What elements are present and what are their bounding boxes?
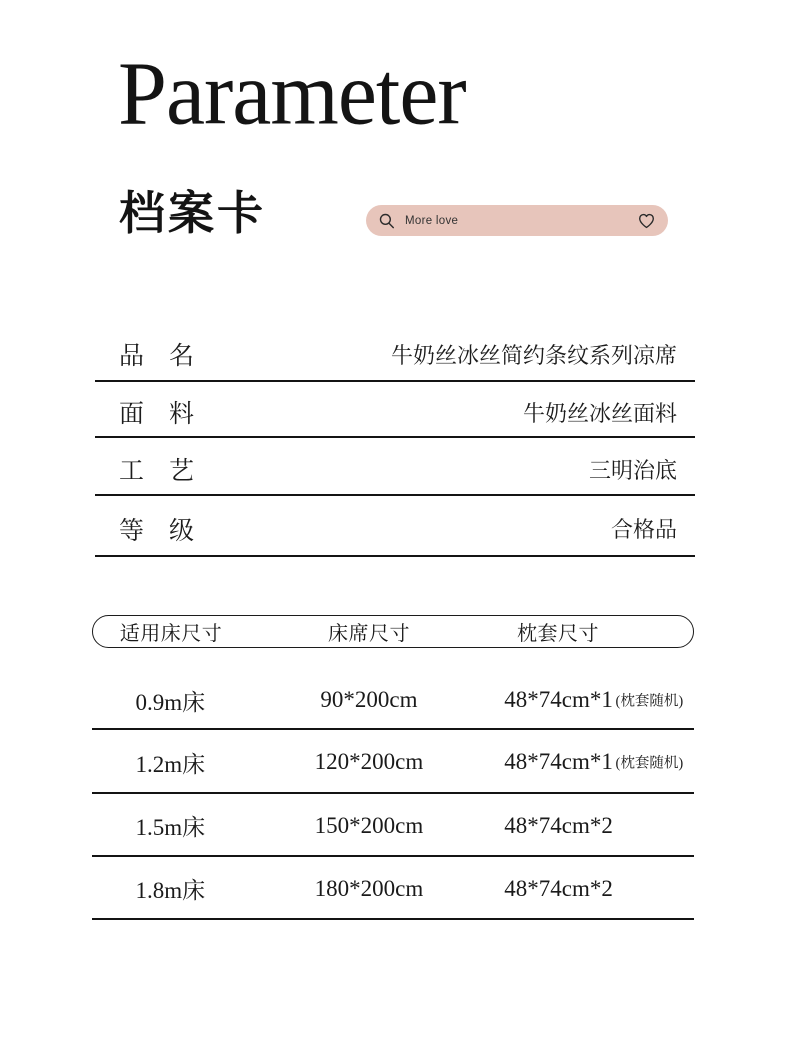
spec-value: 牛奶丝冰丝简约条纹系列凉席 — [390, 342, 677, 368]
search-pill — [366, 205, 668, 236]
mat-size: 150*200cm — [314, 812, 424, 838]
pillow-size — [489, 687, 684, 713]
pillow-size-value: 48*74cm*2 — [504, 812, 613, 838]
heart-icon — [638, 213, 655, 229]
table-row — [95, 496, 695, 557]
spec-label: 等 级 — [119, 517, 195, 545]
page-title: Parameter — [118, 44, 466, 144]
table-row — [92, 857, 694, 920]
spec-value: 合格品 — [610, 517, 677, 542]
table-row — [95, 322, 695, 382]
bed-size: 1.2m床 — [135, 751, 206, 777]
spec-label: 面 料 — [119, 401, 195, 428]
bed-size: 0.9m床 — [135, 689, 206, 715]
size-table-body — [92, 670, 694, 920]
pillow-size — [489, 813, 627, 839]
column-header-bed: 适用床尺寸 — [119, 623, 223, 645]
pillow-note: (枕套随机) — [615, 693, 684, 710]
spec-label: 工 艺 — [119, 458, 195, 485]
mat-size: 180*200cm — [314, 875, 424, 901]
column-header-mat: 床席尺寸 — [328, 623, 410, 645]
table-row — [95, 438, 695, 496]
pillow-size — [489, 876, 627, 902]
spec-value: 三明治底 — [588, 457, 677, 483]
pillow-size — [489, 749, 684, 775]
spec-label: 品 名 — [119, 343, 195, 370]
pillow-size-value: 48*74cm*2 — [504, 875, 613, 901]
bed-size: 1.5m床 — [135, 815, 206, 840]
bed-size: 1.8m床 — [135, 878, 206, 903]
column-header-pillow: 枕套尺寸 — [517, 623, 599, 645]
table-row — [92, 730, 694, 794]
search-pill-label: More love — [405, 214, 459, 227]
table-row — [95, 382, 695, 438]
search-icon — [379, 213, 395, 229]
size-table-header — [92, 615, 694, 648]
table-row — [92, 794, 694, 857]
pillow-size-value: 48*74cm*1 — [504, 749, 613, 774]
spec-value: 牛奶丝冰丝面料 — [522, 400, 677, 426]
mat-size: 120*200cm — [314, 749, 424, 774]
pillow-note: (枕套随机) — [615, 755, 684, 772]
card-subtitle: 档案卡 — [119, 188, 266, 239]
mat-size: 90*200cm — [320, 687, 418, 712]
size-table — [92, 615, 694, 920]
pillow-size-value: 48*74cm*1 — [504, 687, 613, 712]
spec-table — [95, 322, 695, 557]
table-row — [92, 670, 694, 730]
